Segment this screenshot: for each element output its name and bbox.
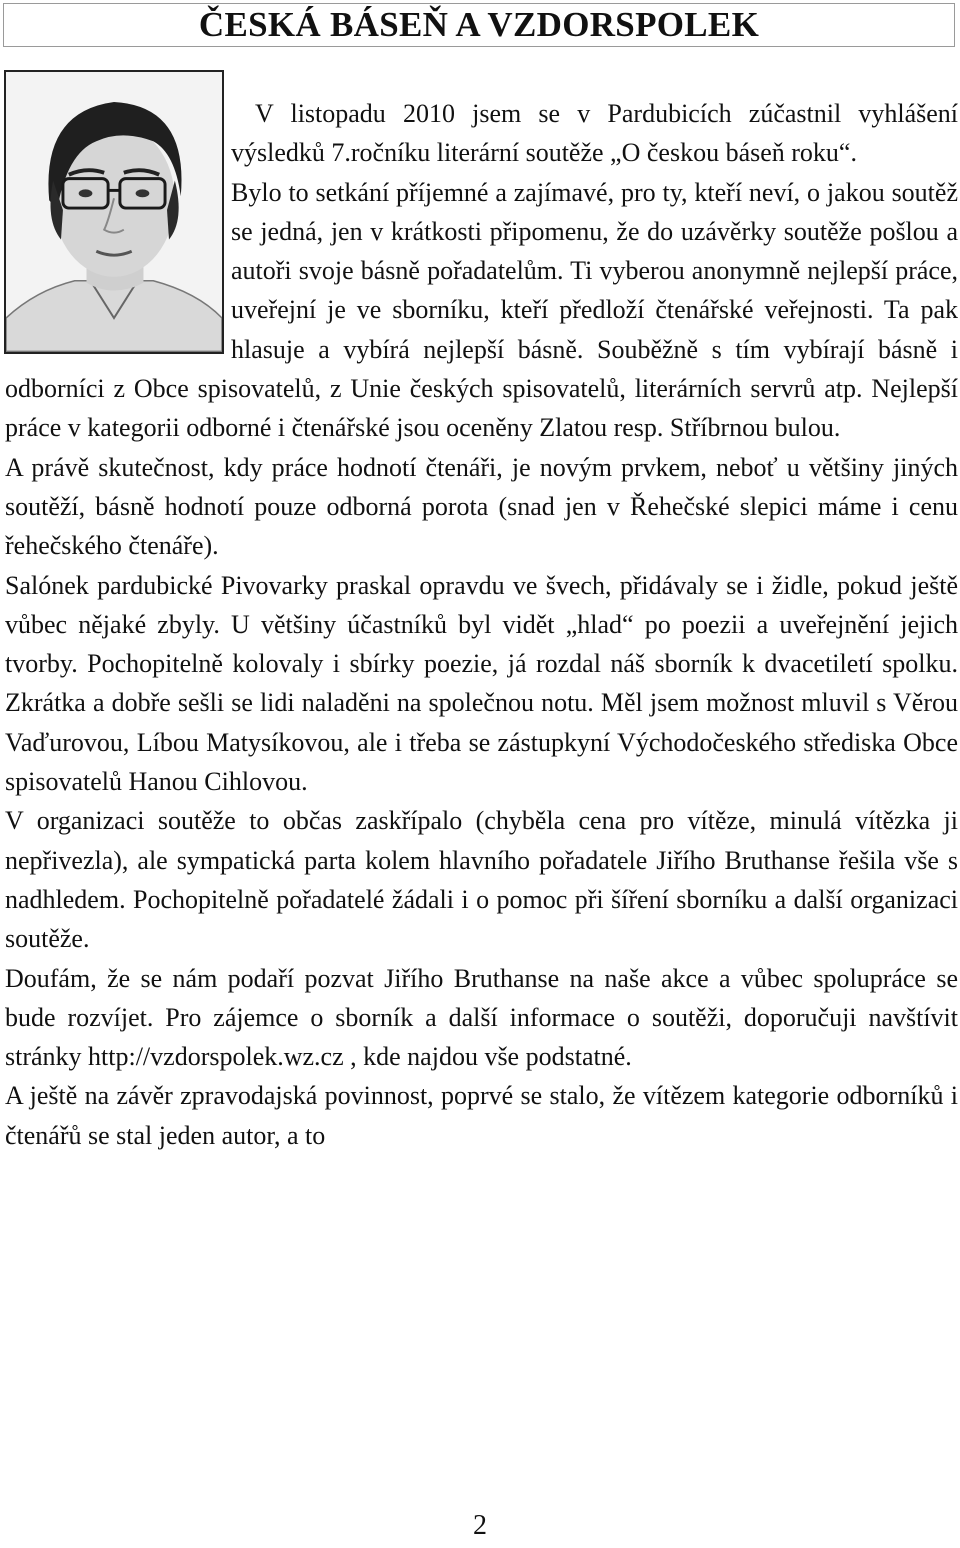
page-number: 2: [473, 1510, 487, 1541]
paragraph: V organizaci soutěže to občas zaskřípalo (chyběla cena pro vítěze, minulá vítězka ji nepřivezla), ale sympatická parta kolem hlavního pořadatele Jiřího Bruthanse řešila vše s nadhledem. Pochopitelně pořadatelé žádali i o pomoc při šíření sborníku a další organizaci soutěže.: [5, 806, 958, 954]
paragraph: A právě skutečnost, kdy práce hodnotí čtenáři, je novým prvkem, neboť u většiny jiných soutěží, básně hodnotí pouze odborná porota (snad jen v Řehečské slepici máme i cenu řehečského čtenáře).: [5, 452, 958, 561]
paragraph: Salónek pardubické Pivovarky praskal opravdu ve švech, přidávaly se i židle, pokud ještě vůbec nějaké zbyly. U většiny účastníků byl vidět „hlad“ po poezii a uveřejnění jejich tvorby. Pochopitelně kolovaly i sbírky poezie, já rozdal náš sborník k dvacetiletí spolku. Zkrátka a dobře sešli se lidi naladěni na společnou notu. Měl jsem možnost mluvil s Věrou Vaďurovou, Líbou Matysíkovou, ale i třeba se zástupkyní Východočeského střediska Obce spisovatelů Hanou Cihlovou.: [5, 570, 958, 797]
paragraph: Bylo to setkání příjemné a zajímavé, pro ty, kteří neví, o jakou soutěž se jedná, jen v krátkosti připomenu, že do uzávěrky soutěže pošlou a autoři svoje básně pořadatelům. Ti vyberou anonymně nejlepší práce, uveřejní je ve sborníku, kteří předloží čtenářské veřejnosti. Ta pak hlasuje a vybírá nejlepší básně. Souběžně s tím vybírají básně i odborníci z Obce spisovatelů, z Unie českých spisovatelů, literárních servrů atp. Nejlepší práce v kategorii odborné i čtenářské jsou oceněny Zlatou resp. Stříbrnou bulou.: [5, 177, 958, 443]
article-body: [5, 94, 958, 1155]
paragraph: Doufám, že se nám podaří pozvat Jiřího Bruthanse na naše akce a vůbec spolupráce se bude rozvíjet. Pro zájemce o sborník a další informace o soutěži, doporučuji navštívit stránky http://vzdorspolek.wz.cz , kde najdou vše podstatné.: [5, 963, 958, 1072]
article-title: ČESKÁ BÁSEŇ A VZDORSPOLEK: [198, 5, 760, 44]
photo-spacer: [5, 94, 231, 348]
title-box: [3, 3, 955, 47]
paragraph: A ještě na závěr zpravodajská povinnost, poprvé se stalo, že vítězem kategorie odborníků i čtenářů se stal jeden autor, a to: [5, 1081, 958, 1150]
paragraph: V listopadu 2010 jsem se v Pardubicích zúčastnil vyhlášení výsledků 7.ročníku literární soutěže „O českou báseň roku“.: [231, 99, 958, 168]
